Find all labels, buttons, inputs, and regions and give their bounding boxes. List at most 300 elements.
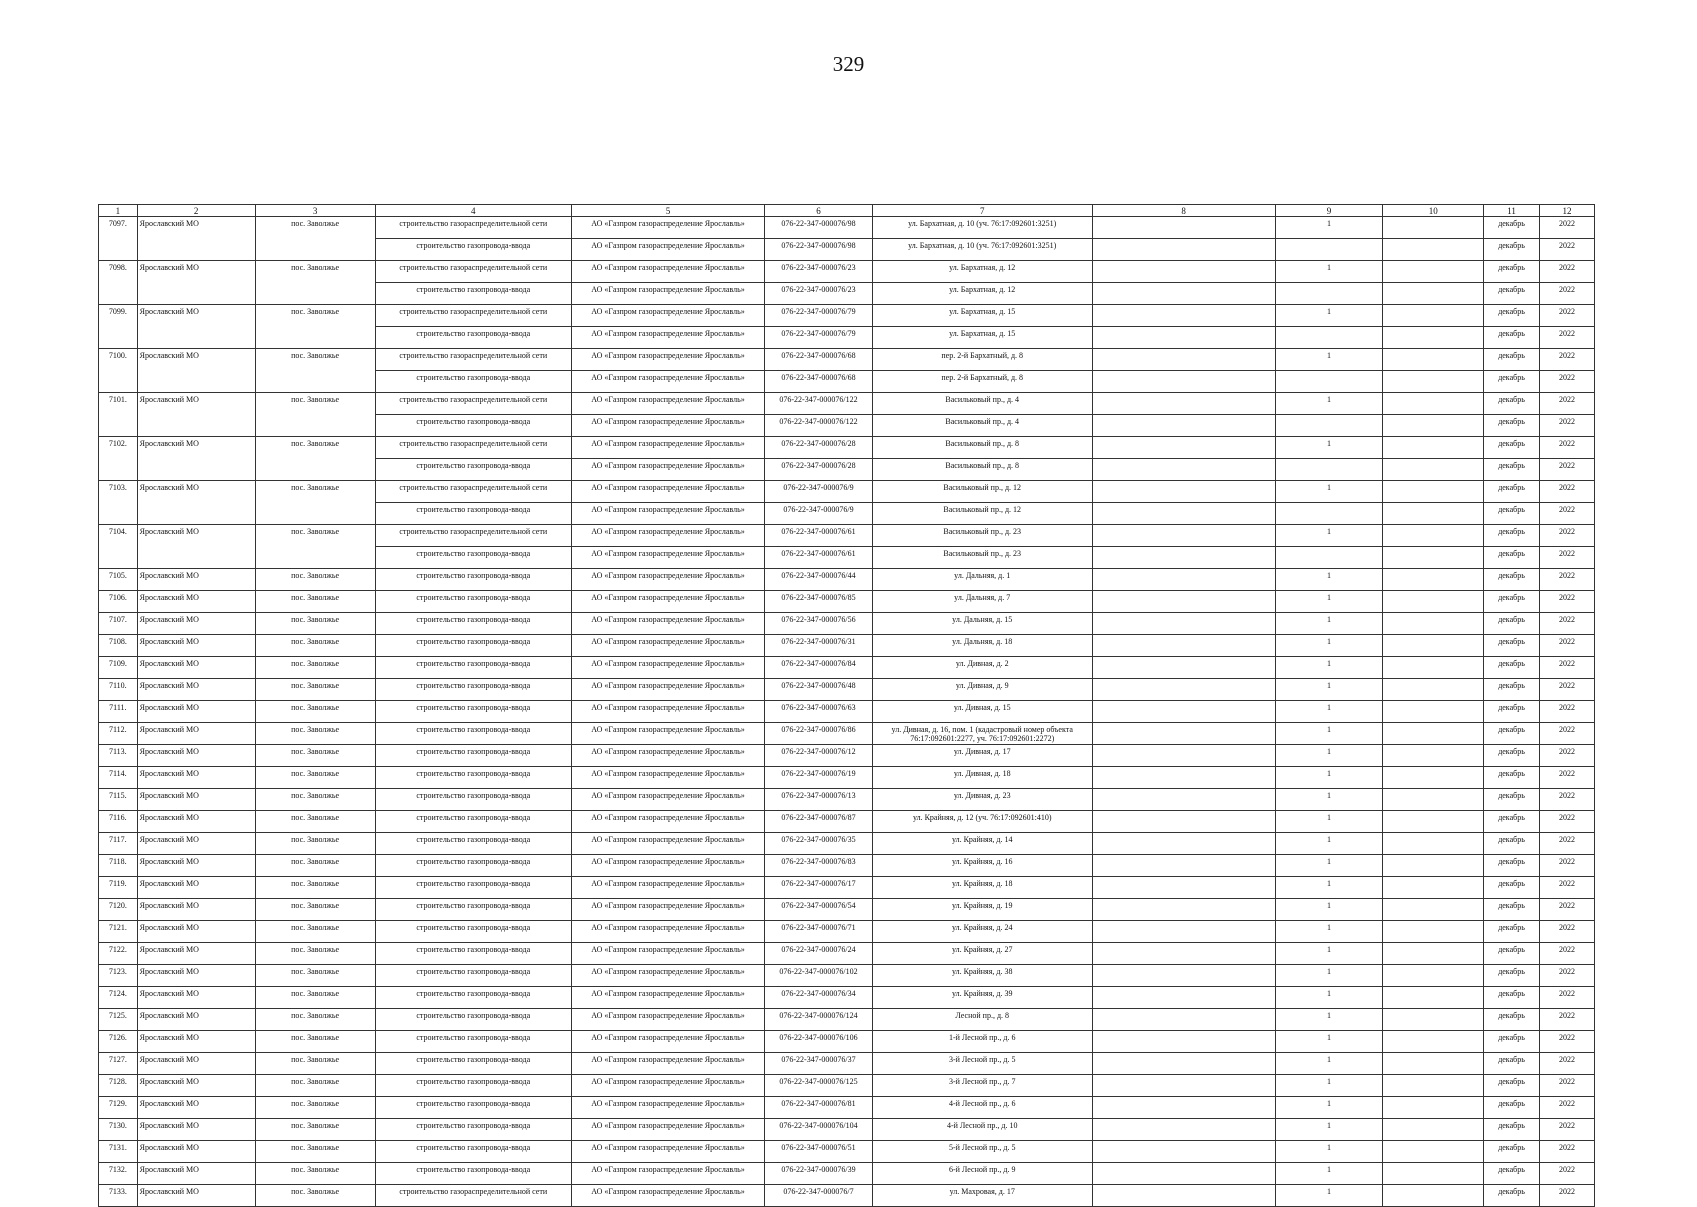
contract-code-cell: 076-22-347-000076/54 xyxy=(765,899,873,921)
table-row xyxy=(99,855,1595,877)
contract-code-cell: 076-22-347-000076/71 xyxy=(765,921,873,943)
organization-cell: АО «Газпром газораспределение Ярославль» xyxy=(571,921,764,943)
row-number: 7097. xyxy=(99,217,138,261)
address-cell: Васильковый пр., д. 4 xyxy=(872,393,1092,415)
organization-cell: АО «Газпром газораспределение Ярославль» xyxy=(571,239,764,261)
quantity-cell: 1 xyxy=(1275,635,1383,657)
municipality-cell: Ярославский МО xyxy=(137,591,255,613)
column-10-cell xyxy=(1383,481,1484,503)
address-cell: ул. Крайняя, д. 38 xyxy=(872,965,1092,987)
address-cell: 6-й Лесной пр., д. 9 xyxy=(872,1163,1092,1185)
year-cell: 2022 xyxy=(1539,327,1594,349)
month-cell: декабрь xyxy=(1484,877,1540,899)
organization-cell: АО «Газпром газораспределение Ярославль» xyxy=(571,481,764,503)
year-cell: 2022 xyxy=(1539,459,1594,481)
organization-cell: АО «Газпром газораспределение Ярославль» xyxy=(571,899,764,921)
month-cell: декабрь xyxy=(1484,1163,1540,1185)
address-cell: Васильковый пр., д. 8 xyxy=(872,459,1092,481)
month-cell: декабрь xyxy=(1484,261,1540,283)
contract-code-cell: 076-22-347-000076/61 xyxy=(765,547,873,569)
year-cell: 2022 xyxy=(1539,701,1594,723)
month-cell: декабрь xyxy=(1484,569,1540,591)
month-cell: декабрь xyxy=(1484,217,1540,239)
organization-cell: АО «Газпром газораспределение Ярославль» xyxy=(571,305,764,327)
municipality-cell: Ярославский МО xyxy=(137,437,255,481)
month-cell: декабрь xyxy=(1484,767,1540,789)
organization-cell: АО «Газпром газораспределение Ярославль» xyxy=(571,261,764,283)
quantity-cell: 1 xyxy=(1275,525,1383,547)
organization-cell: АО «Газпром газораспределение Ярославль» xyxy=(571,437,764,459)
settlement-cell: пос. Заволжье xyxy=(255,569,375,591)
organization-cell: АО «Газпром газораспределение Ярославль» xyxy=(571,591,764,613)
municipality-cell: Ярославский МО xyxy=(137,679,255,701)
contract-code-cell: 076-22-347-000076/102 xyxy=(765,965,873,987)
month-cell: декабрь xyxy=(1484,1141,1540,1163)
column-8-cell xyxy=(1092,305,1275,327)
municipality-cell: Ярославский МО xyxy=(137,943,255,965)
work-type-cell: строительство газопровода-ввода xyxy=(375,899,571,921)
quantity-cell: 1 xyxy=(1275,701,1383,723)
month-cell: декабрь xyxy=(1484,1185,1540,1207)
year-cell: 2022 xyxy=(1539,525,1594,547)
quantity-cell: 1 xyxy=(1275,833,1383,855)
column-8-cell xyxy=(1092,811,1275,833)
column-8-cell xyxy=(1092,1009,1275,1031)
contract-code-cell: 076-22-347-000076/35 xyxy=(765,833,873,855)
column-8-cell xyxy=(1092,1185,1275,1207)
quantity-cell: 1 xyxy=(1275,1141,1383,1163)
contract-code-cell: 076-22-347-000076/122 xyxy=(765,393,873,415)
row-number: 7129. xyxy=(99,1097,138,1119)
municipality-cell: Ярославский МО xyxy=(137,525,255,569)
month-cell: декабрь xyxy=(1484,613,1540,635)
column-10-cell xyxy=(1383,767,1484,789)
work-type-cell: строительство газопровода-ввода xyxy=(375,679,571,701)
column-10-cell xyxy=(1383,723,1484,745)
row-number: 7133. xyxy=(99,1185,138,1207)
row-number: 7115. xyxy=(99,789,138,811)
address-cell: 3-й Лесной пр., д. 7 xyxy=(872,1075,1092,1097)
contract-code-cell: 076-22-347-000076/68 xyxy=(765,349,873,371)
year-cell: 2022 xyxy=(1539,679,1594,701)
month-cell: декабрь xyxy=(1484,1053,1540,1075)
month-cell: декабрь xyxy=(1484,635,1540,657)
contract-code-cell: 076-22-347-000076/63 xyxy=(765,701,873,723)
row-number: 7107. xyxy=(99,613,138,635)
year-cell: 2022 xyxy=(1539,899,1594,921)
contract-code-cell: 076-22-347-000076/48 xyxy=(765,679,873,701)
contract-code-cell: 076-22-347-000076/51 xyxy=(765,1141,873,1163)
month-cell: декабрь xyxy=(1484,437,1540,459)
work-type-cell: строительство газопровода-ввода xyxy=(375,547,571,569)
column-10-cell xyxy=(1383,635,1484,657)
month-cell: декабрь xyxy=(1484,723,1540,745)
table-row xyxy=(99,1163,1595,1185)
municipality-cell: Ярославский МО xyxy=(137,635,255,657)
column-10-cell xyxy=(1383,1031,1484,1053)
organization-cell: АО «Газпром газораспределение Ярославль» xyxy=(571,745,764,767)
municipality-cell: Ярославский МО xyxy=(137,1009,255,1031)
column-8-cell xyxy=(1092,481,1275,503)
municipality-cell: Ярославский МО xyxy=(137,1053,255,1075)
address-cell: ул. Дивная, д. 23 xyxy=(872,789,1092,811)
year-cell: 2022 xyxy=(1539,349,1594,371)
year-cell: 2022 xyxy=(1539,811,1594,833)
table-row xyxy=(99,1053,1595,1075)
contract-code-cell: 076-22-347-000076/83 xyxy=(765,855,873,877)
settlement-cell: пос. Заволжье xyxy=(255,899,375,921)
year-cell: 2022 xyxy=(1539,217,1594,239)
column-10-cell xyxy=(1383,899,1484,921)
work-type-cell: строительство газопровода-ввода xyxy=(375,239,571,261)
work-type-cell: строительство газопровода-ввода xyxy=(375,723,571,745)
municipality-cell: Ярославский МО xyxy=(137,657,255,679)
table-row xyxy=(99,789,1595,811)
settlement-cell: пос. Заволжье xyxy=(255,525,375,569)
column-10-cell xyxy=(1383,371,1484,393)
column-10-cell xyxy=(1383,1009,1484,1031)
row-number: 7105. xyxy=(99,569,138,591)
row-number: 7131. xyxy=(99,1141,138,1163)
month-cell: декабрь xyxy=(1484,591,1540,613)
address-cell: ул. Бархатная, д. 12 xyxy=(872,261,1092,283)
address-cell: ул. Дивная, д. 9 xyxy=(872,679,1092,701)
address-cell: ул. Бархатная, д. 15 xyxy=(872,327,1092,349)
column-10-cell xyxy=(1383,503,1484,525)
column-10-cell xyxy=(1383,855,1484,877)
table-row xyxy=(99,1031,1595,1053)
column-8-cell xyxy=(1092,459,1275,481)
organization-cell: АО «Газпром газораспределение Ярославль» xyxy=(571,1097,764,1119)
column-8-cell xyxy=(1092,1053,1275,1075)
organization-cell: АО «Газпром газораспределение Ярославль» xyxy=(571,723,764,745)
year-cell: 2022 xyxy=(1539,415,1594,437)
work-type-cell: строительство газопровода-ввода xyxy=(375,1141,571,1163)
settlement-cell: пос. Заволжье xyxy=(255,811,375,833)
column-10-cell xyxy=(1383,613,1484,635)
organization-cell: АО «Газпром газораспределение Ярославль» xyxy=(571,701,764,723)
month-cell: декабрь xyxy=(1484,789,1540,811)
quantity-cell: 1 xyxy=(1275,613,1383,635)
organization-cell: АО «Газпром газораспределение Ярославль» xyxy=(571,1185,764,1207)
quantity-cell: 1 xyxy=(1275,987,1383,1009)
municipality-cell: Ярославский МО xyxy=(137,855,255,877)
work-type-cell: строительство газопровода-ввода xyxy=(375,415,571,437)
table-row xyxy=(99,679,1595,701)
year-cell: 2022 xyxy=(1539,1163,1594,1185)
work-type-cell: строительство газораспределительной сети xyxy=(375,393,571,415)
contract-code-cell: 076-22-347-000076/39 xyxy=(765,1163,873,1185)
table-row xyxy=(99,657,1595,679)
municipality-cell: Ярославский МО xyxy=(137,1097,255,1119)
column-8-cell xyxy=(1092,1075,1275,1097)
table-row xyxy=(99,899,1595,921)
quantity-cell: 1 xyxy=(1275,217,1383,239)
column-header-6: 6 xyxy=(765,205,873,217)
month-cell: декабрь xyxy=(1484,1009,1540,1031)
address-cell: ул. Крайняя, д. 12 (уч. 76:17:092601:410) xyxy=(872,811,1092,833)
column-8-cell xyxy=(1092,613,1275,635)
column-header-12: 12 xyxy=(1539,205,1594,217)
month-cell: декабрь xyxy=(1484,701,1540,723)
table-row xyxy=(99,613,1595,635)
column-header-11: 11 xyxy=(1484,205,1540,217)
contract-code-cell: 076-22-347-000076/125 xyxy=(765,1075,873,1097)
organization-cell: АО «Газпром газораспределение Ярославль» xyxy=(571,811,764,833)
page-number: 329 xyxy=(832,52,865,76)
table-row xyxy=(99,591,1595,613)
year-cell: 2022 xyxy=(1539,613,1594,635)
work-type-cell: строительство газопровода-ввода xyxy=(375,701,571,723)
column-8-cell xyxy=(1092,349,1275,371)
year-cell: 2022 xyxy=(1539,547,1594,569)
settlement-cell: пос. Заволжье xyxy=(255,943,375,965)
row-number: 7100. xyxy=(99,349,138,393)
organization-cell: АО «Газпром газораспределение Ярославль» xyxy=(571,789,764,811)
year-cell: 2022 xyxy=(1539,987,1594,1009)
row-number: 7126. xyxy=(99,1031,138,1053)
year-cell: 2022 xyxy=(1539,833,1594,855)
quantity-cell: 1 xyxy=(1275,437,1383,459)
settlement-cell: пос. Заволжье xyxy=(255,965,375,987)
settlement-cell: пос. Заволжье xyxy=(255,591,375,613)
address-cell: ул. Дивная, д. 18 xyxy=(872,767,1092,789)
address-cell: ул. Дивная, д. 16, пом. 1 (кадастровый номер объекта 76:17:092601:2277, уч. 76:17:092601:2272) xyxy=(872,723,1092,745)
year-cell: 2022 xyxy=(1539,657,1594,679)
address-cell: ул. Бархатная, д. 10 (уч. 76:17:092601:3251) xyxy=(872,217,1092,239)
address-cell: Васильковый пр., д. 4 xyxy=(872,415,1092,437)
column-10-cell xyxy=(1383,415,1484,437)
year-cell: 2022 xyxy=(1539,239,1594,261)
address-cell: ул. Дальняя, д. 15 xyxy=(872,613,1092,635)
month-cell: декабрь xyxy=(1484,833,1540,855)
column-header-3: 3 xyxy=(255,205,375,217)
row-number: 7132. xyxy=(99,1163,138,1185)
quantity-cell: 1 xyxy=(1275,569,1383,591)
organization-cell: АО «Газпром газораспределение Ярославль» xyxy=(571,371,764,393)
table-row xyxy=(99,217,1595,239)
year-cell: 2022 xyxy=(1539,371,1594,393)
column-8-cell xyxy=(1092,877,1275,899)
table-row xyxy=(99,767,1595,789)
municipality-cell: Ярославский МО xyxy=(137,569,255,591)
contract-code-cell: 076-22-347-000076/31 xyxy=(765,635,873,657)
settlement-cell: пос. Заволжье xyxy=(255,1119,375,1141)
settlement-cell: пос. Заволжье xyxy=(255,481,375,525)
contract-code-cell: 076-22-347-000076/86 xyxy=(765,723,873,745)
municipality-cell: Ярославский МО xyxy=(137,987,255,1009)
quantity-cell: 1 xyxy=(1275,1185,1383,1207)
column-8-cell xyxy=(1092,327,1275,349)
contract-code-cell: 076-22-347-000076/37 xyxy=(765,1053,873,1075)
year-cell: 2022 xyxy=(1539,1141,1594,1163)
month-cell: декабрь xyxy=(1484,899,1540,921)
column-header-8: 8 xyxy=(1092,205,1275,217)
year-cell: 2022 xyxy=(1539,767,1594,789)
year-cell: 2022 xyxy=(1539,789,1594,811)
municipality-cell: Ярославский МО xyxy=(137,305,255,349)
month-cell: декабрь xyxy=(1484,657,1540,679)
address-cell: ул. Крайняя, д. 18 xyxy=(872,877,1092,899)
quantity-cell: 1 xyxy=(1275,1031,1383,1053)
contract-code-cell: 076-22-347-000076/106 xyxy=(765,1031,873,1053)
column-10-cell xyxy=(1383,1185,1484,1207)
work-type-cell: строительство газопровода-ввода xyxy=(375,987,571,1009)
address-cell: ул. Бархатная, д. 15 xyxy=(872,305,1092,327)
quantity-cell xyxy=(1275,283,1383,305)
contract-code-cell: 076-22-347-000076/44 xyxy=(765,569,873,591)
column-10-cell xyxy=(1383,1119,1484,1141)
column-number-row xyxy=(99,205,1595,217)
year-cell: 2022 xyxy=(1539,305,1594,327)
month-cell: декабрь xyxy=(1484,349,1540,371)
column-10-cell xyxy=(1383,459,1484,481)
quantity-cell: 1 xyxy=(1275,679,1383,701)
quantity-cell: 1 xyxy=(1275,349,1383,371)
address-cell: 3-й Лесной пр., д. 5 xyxy=(872,1053,1092,1075)
contract-code-cell: 076-22-347-000076/28 xyxy=(765,459,873,481)
year-cell: 2022 xyxy=(1539,1009,1594,1031)
work-type-cell: строительство газопровода-ввода xyxy=(375,591,571,613)
table-row xyxy=(99,349,1595,371)
month-cell: декабрь xyxy=(1484,1119,1540,1141)
row-number: 7116. xyxy=(99,811,138,833)
year-cell: 2022 xyxy=(1539,745,1594,767)
column-10-cell xyxy=(1383,1141,1484,1163)
address-cell: ул. Крайняя, д. 16 xyxy=(872,855,1092,877)
table-row xyxy=(99,1075,1595,1097)
organization-cell: АО «Газпром газораспределение Ярославль» xyxy=(571,415,764,437)
column-8-cell xyxy=(1092,635,1275,657)
table-row xyxy=(99,943,1595,965)
contract-code-cell: 076-22-347-000076/122 xyxy=(765,415,873,437)
address-cell: Васильковый пр., д. 23 xyxy=(872,547,1092,569)
year-cell: 2022 xyxy=(1539,481,1594,503)
column-10-cell xyxy=(1383,679,1484,701)
contract-code-cell: 076-22-347-000076/34 xyxy=(765,987,873,1009)
address-cell: Васильковый пр., д. 8 xyxy=(872,437,1092,459)
municipality-cell: Ярославский МО xyxy=(137,921,255,943)
contract-code-cell: 076-22-347-000076/12 xyxy=(765,745,873,767)
quantity-cell: 1 xyxy=(1275,767,1383,789)
work-type-cell: строительство газопровода-ввода xyxy=(375,877,571,899)
column-10-cell xyxy=(1383,1097,1484,1119)
work-type-cell: строительство газопровода-ввода xyxy=(375,569,571,591)
quantity-cell: 1 xyxy=(1275,723,1383,745)
table-row xyxy=(99,811,1595,833)
municipality-cell: Ярославский МО xyxy=(137,701,255,723)
contract-code-cell: 076-22-347-000076/19 xyxy=(765,767,873,789)
settlement-cell: пос. Заволжье xyxy=(255,679,375,701)
row-number: 7122. xyxy=(99,943,138,965)
work-type-cell: строительство газопровода-ввода xyxy=(375,789,571,811)
year-cell: 2022 xyxy=(1539,1097,1594,1119)
year-cell: 2022 xyxy=(1539,569,1594,591)
month-cell: декабрь xyxy=(1484,745,1540,767)
year-cell: 2022 xyxy=(1539,943,1594,965)
column-10-cell xyxy=(1383,877,1484,899)
table-row xyxy=(99,723,1595,745)
row-number: 7108. xyxy=(99,635,138,657)
month-cell: декабрь xyxy=(1484,1075,1540,1097)
column-8-cell xyxy=(1092,525,1275,547)
column-8-cell xyxy=(1092,393,1275,415)
address-cell: ул. Дальняя, д. 18 xyxy=(872,635,1092,657)
year-cell: 2022 xyxy=(1539,855,1594,877)
address-cell: ул. Дивная, д. 2 xyxy=(872,657,1092,679)
work-type-cell: строительство газопровода-ввода xyxy=(375,921,571,943)
address-cell: ул. Дальняя, д. 7 xyxy=(872,591,1092,613)
contract-code-cell: 076-22-347-000076/98 xyxy=(765,239,873,261)
column-8-cell xyxy=(1092,855,1275,877)
column-8-cell xyxy=(1092,415,1275,437)
settlement-cell: пос. Заволжье xyxy=(255,1185,375,1207)
year-cell: 2022 xyxy=(1539,921,1594,943)
organization-cell: АО «Газпром газораспределение Ярославль» xyxy=(571,635,764,657)
settlement-cell: пос. Заволжье xyxy=(255,657,375,679)
year-cell: 2022 xyxy=(1539,393,1594,415)
organization-cell: АО «Газпром газораспределение Ярославль» xyxy=(571,877,764,899)
column-8-cell xyxy=(1092,547,1275,569)
column-header-5: 5 xyxy=(571,205,764,217)
address-cell: ул. Дивная, д. 15 xyxy=(872,701,1092,723)
settlement-cell: пос. Заволжье xyxy=(255,987,375,1009)
contract-code-cell: 076-22-347-000076/68 xyxy=(765,371,873,393)
column-10-cell xyxy=(1383,261,1484,283)
quantity-cell: 1 xyxy=(1275,855,1383,877)
year-cell: 2022 xyxy=(1539,1185,1594,1207)
table-row xyxy=(99,701,1595,723)
municipality-cell: Ярославский МО xyxy=(137,1185,255,1207)
municipality-cell: Ярославский МО xyxy=(137,261,255,305)
work-type-cell: строительство газопровода-ввода xyxy=(375,855,571,877)
settlement-cell: пос. Заволжье xyxy=(255,701,375,723)
column-8-cell xyxy=(1092,833,1275,855)
column-8-cell xyxy=(1092,679,1275,701)
work-type-cell: строительство газопровода-ввода xyxy=(375,965,571,987)
table-row xyxy=(99,305,1595,327)
organization-cell: АО «Газпром газораспределение Ярославль» xyxy=(571,855,764,877)
row-number: 7124. xyxy=(99,987,138,1009)
quantity-cell: 1 xyxy=(1275,1097,1383,1119)
quantity-cell: 1 xyxy=(1275,877,1383,899)
row-number: 7130. xyxy=(99,1119,138,1141)
quantity-cell xyxy=(1275,459,1383,481)
work-type-cell: строительство газопровода-ввода xyxy=(375,745,571,767)
row-number: 7117. xyxy=(99,833,138,855)
quantity-cell: 1 xyxy=(1275,921,1383,943)
quantity-cell: 1 xyxy=(1275,1075,1383,1097)
settlement-cell: пос. Заволжье xyxy=(255,877,375,899)
column-8-cell xyxy=(1092,503,1275,525)
month-cell: декабрь xyxy=(1484,481,1540,503)
column-10-cell xyxy=(1383,943,1484,965)
quantity-cell: 1 xyxy=(1275,481,1383,503)
contract-code-cell: 076-22-347-000076/87 xyxy=(765,811,873,833)
column-header-7: 7 xyxy=(872,205,1092,217)
contract-code-cell: 076-22-347-000076/56 xyxy=(765,613,873,635)
row-number: 7101. xyxy=(99,393,138,437)
year-cell: 2022 xyxy=(1539,283,1594,305)
row-number: 7112. xyxy=(99,723,138,745)
settlement-cell: пос. Заволжье xyxy=(255,1009,375,1031)
column-8-cell xyxy=(1092,723,1275,745)
address-cell: ул. Крайняя, д. 27 xyxy=(872,943,1092,965)
quantity-cell: 1 xyxy=(1275,261,1383,283)
organization-cell: АО «Газпром газораспределение Ярославль» xyxy=(571,217,764,239)
month-cell: декабрь xyxy=(1484,855,1540,877)
organization-cell: АО «Газпром газораспределение Ярославль» xyxy=(571,503,764,525)
